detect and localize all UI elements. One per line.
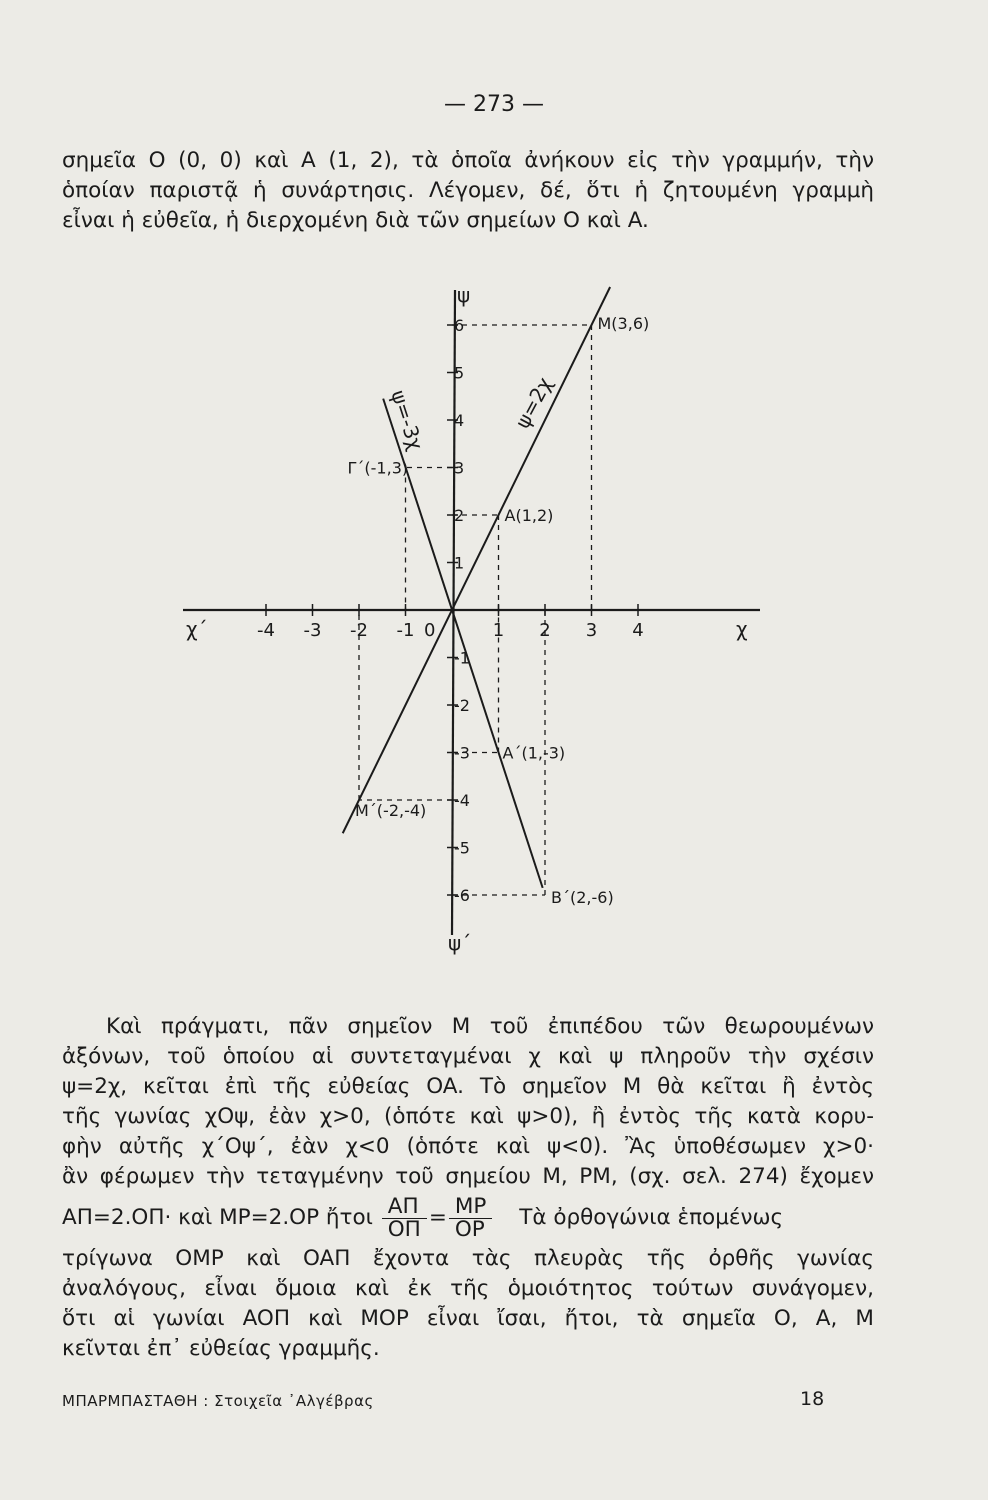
footer-book-title: ΜΠΑΡΜΠΑΣΤΑΘΗ : Στοιχεῖα ᾿Αλγέβρας	[62, 1392, 374, 1410]
x-axis-negative-label: χ΄	[186, 617, 208, 641]
text-line: τρίγωνα OMP καὶ OAΠ ἔχοντα τὰς πλευρὰς τῆς ὀρθῆς γωνίας	[62, 1246, 874, 1271]
x-axis-label: χ	[736, 617, 748, 641]
x-tick-label: 2	[539, 620, 551, 641]
equals-sign: =	[428, 1205, 447, 1230]
x-tick-label: -1	[396, 620, 415, 641]
text-line: ψ=2χ, κεῖται ἐπὶ τῆς εὐθείας OA. Τὸ σημεῖον M θὰ κεῖται ἢ ἐντὸς	[62, 1074, 874, 1099]
fraction-denominator: OP	[454, 1216, 485, 1242]
text-line: ἂν φέρωμεν τὴν τεταγμένην τοῦ σημείου M, PM, (σχ. σελ. 274) ἔχομεν	[62, 1164, 874, 1189]
origin-label: 0	[424, 620, 436, 641]
formula-suffix: Τὰ ὀρθογώνια ἑπομένως	[519, 1205, 784, 1230]
formula-prefix: AΠ=2.OΠ· καὶ MP=2.OP ἤτοι	[62, 1205, 373, 1230]
text-line: Καὶ πράγματι, πᾶν σημεῖον M τοῦ ἐπιπέδου τῶν θεωρουμένων	[106, 1014, 874, 1039]
point-label: A΄(1,-3)	[502, 743, 566, 763]
text-line: ἀναλόγους, εἶναι ὅμοια καὶ ἐκ τῆς ὁμοιότητος τούτων συνάγομεν,	[62, 1276, 874, 1301]
y-tick-label: 3	[454, 458, 465, 478]
text-line: τῆς γωνίας χOψ, ἐὰν χ>0, (ὁπότε καὶ ψ>0), ἢ ἐντὸς τῆς κατὰ κορυ-	[62, 1104, 874, 1129]
page-number: — 273 —	[444, 92, 544, 117]
x-tick-label: 4	[632, 620, 644, 641]
fraction-denominator: OΠ	[387, 1216, 421, 1242]
y-tick-label: -5	[454, 838, 470, 858]
line-psi-2x-label: ψ=2χ	[510, 373, 557, 433]
text-line: ἀξόνων, τοῦ ὁποίου αἱ συντεταγμέναι χ καὶ ψ πληροῦν τὴν σχέσιν	[62, 1044, 874, 1069]
text-line: ὅτι αἱ γωνίαι AOΠ καὶ MOP εἶναι ἴσαι, ἤτοι, τὰ σημεῖα O, A, M	[62, 1306, 874, 1331]
point-label: M(3,6)	[597, 314, 650, 333]
x-tick-label: 1	[492, 620, 505, 641]
formula-line	[62, 1192, 874, 1244]
y-axis-negative-label: ψ΄	[448, 931, 472, 955]
x-tick-label: -3	[303, 620, 322, 641]
y-tick-label: 4	[454, 411, 465, 430]
y-tick-label: -4	[454, 791, 470, 810]
y-tick-label: 1	[454, 553, 465, 573]
footer-signature-number: 18	[800, 1388, 825, 1410]
point-label: A(1,2)	[504, 506, 554, 525]
fraction-mp-op	[449, 1193, 493, 1242]
line-psi-minus-3x-label: ψ=-3χ	[386, 387, 429, 453]
x-tick-label: 3	[585, 620, 598, 641]
point-label: M΄(-2,-4)	[355, 801, 427, 820]
point-label: Γ΄(-1,3)	[347, 458, 409, 478]
text-line: φὴν αὐτῆς χ΄Oψ΄, ἐὰν χ<0 (ὁπότε καὶ ψ<0). Ἂς ὑποθέσωμεν χ>0·	[62, 1134, 874, 1159]
x-tick-label: -2	[350, 620, 368, 641]
y-tick-label: -1	[454, 648, 470, 668]
fraction-ap-op	[382, 1193, 427, 1242]
text-line: ὁποίαν παριστᾷ ἡ συνάρτησις. Λέγομεν, δέ, ὅτι ἡ ζητουμένη γραμμὴ	[62, 178, 874, 203]
x-tick-label: -4	[257, 620, 275, 641]
fraction-numerator: AΠ	[382, 1196, 427, 1219]
y-tick-label: 5	[454, 363, 465, 383]
y-tick-label: -3	[454, 743, 470, 763]
y-tick-label: 2	[454, 506, 465, 525]
fraction-numerator: MP	[449, 1196, 493, 1219]
text-line: σημεῖα O (0, 0) καὶ A (1, 2), τὰ ὁποῖα ἀνήκουν εἰς τὴν γραμμήν, τὴν	[62, 148, 874, 173]
paragraph-proof	[62, 1012, 874, 1364]
text-line: εἶναι ἡ εὐθεῖα, ἡ διερχομένη διὰ τῶν σημείων O καὶ A.	[62, 208, 649, 233]
text-line: κεῖνται ἐπ᾿ εὐθείας γραμμῆς.	[62, 1336, 380, 1361]
y-axis-label: ψ	[457, 283, 471, 307]
y-tick-label: -6	[454, 886, 470, 905]
y-tick-label: 6	[454, 316, 465, 335]
point-label: B΄(2,-6)	[551, 888, 614, 907]
line-psi-2x	[343, 287, 610, 833]
y-tick-label: -2	[454, 696, 470, 715]
